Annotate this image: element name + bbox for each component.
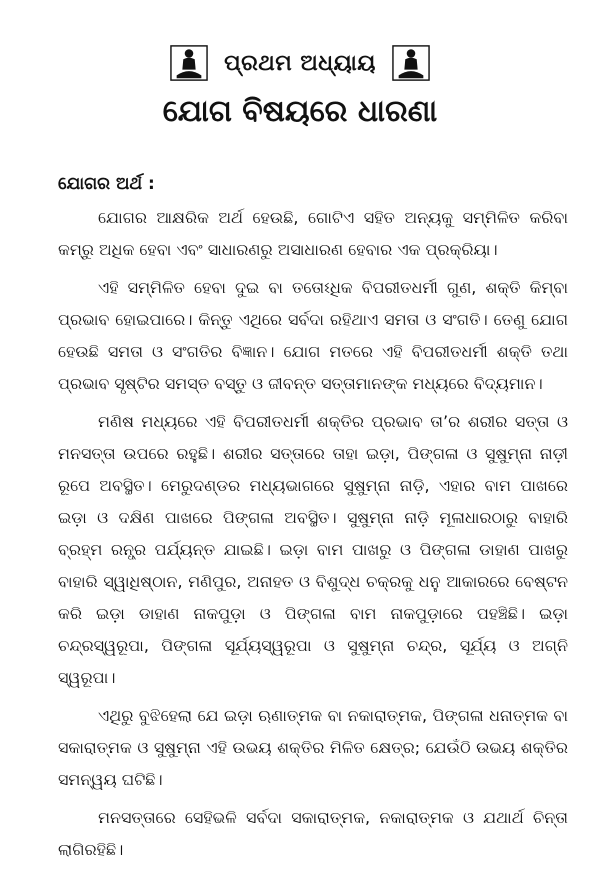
page-title: ଯୋଗ ବିଷୟରେ ଧାରଣା [162, 94, 438, 129]
paragraph: ଏହି ସମ୍ମିଳିତ ହେବା ଦୁଇ ବା ତତୋଽଧିକ ବିପରୀତଧର୍ମୀ ଗୁଣ, ଶକ୍ତି କିମ୍ବା ପ୍ରଭାବ ହୋଇପାରେ। କିନ୍ତୁ ଏଥିରେ ସର୍ବଦା ରହିଥାଏ ସମତା ଓ ସଂଗତି। ତେଣୁ ଯୋଗ ହେଉଛି ସମତା ଓ ସଂଗତିର ବିଜ୍ଞାନ। ଯୋଗ ମତରେ ଏହି ବିପରୀତଧର୍ମୀ ଶକ୍ତି ତଥା ପ୍ରଭାବ ସୃଷ୍ଟିର ସମସ୍ତ ବସ୍ତୁ ଓ ଜୀବନ୍ତ ସତ୍ତାମାନଙ୍କ ମଧ୍ୟରେ ବିଦ୍ୟମାନ। [58, 278, 568, 393]
body-content [58, 168, 568, 872]
meditating-yogi-icon [170, 44, 208, 82]
paragraph: ଯୋଗର ଆକ୍ଷରିକ ଅର୍ଥ ହେଉଛି, ଗୋଟିଏ ସହିତ ଅନ୍ୟକୁ ସମ୍ମିଳିତ କରିବା କମ୍‌ରୁ ଅଧିକ ହେବା ଏବଂ ସାଧାରଣରୁ ଅସାଧାରଣ ହେବାର ଏକ ପ୍ରକ୍ରିୟା। [58, 208, 568, 259]
paragraph: ମନସତ୍ତାରେ ସେହିଭଳି ସର୍ବଦା ସକାରାତ୍ମକ, ନକାରାତ୍ମକ ଓ ଯଥାର୍ଥ ଚିନ୍ତା ଲାଗିରହିଛି। [58, 808, 568, 859]
section-heading: ଯୋଗର ଅର୍ଥ : [58, 174, 155, 194]
meditating-yogi-icon [392, 44, 430, 82]
chapter-header [0, 44, 600, 82]
paragraph: ମଣିଷ ମଧ୍ୟରେ ଏହି ବିପରୀତଧର୍ମୀ ଶକ୍ତିର ପ୍ରଭାବ ତା’ର ଶରୀର ସତ୍ତା ଓ ମନସତ୍ତା ଉପରେ ରହୁଛି। ଶରୀର ସତ୍ତାରେ ତାହା ଇଡ଼ା, ପିଙ୍ଗଳା ଓ ସୁଷୁମ୍ନା ନାଡ଼ୀ ରୂପେ ଅବସ୍ଥିତ। ମେରୁଦଣ୍ଡର ମଧ୍ୟଭାଗରେ ସୁଷୁମ୍ନା ନାଡ଼ି, ଏହାର ବାମ ପାଖରେ ଇଡ଼ା ଓ ଦକ୍ଷିଣ ପାଖରେ ପିଙ୍ଗଳା ଅବସ୍ଥିତ। ସୁଷୁମ୍ନା ନାଡ଼ି ମୂଳାଧାରଠାରୁ ବାହାରି ବ୍ରହ୍ମ ରନ୍ଧ୍ର ପର୍ଯ୍ୟନ୍ତ ଯାଇଛି। ଇଡ଼ା ବାମ ପାଖରୁ ଓ ପିଙ୍ଗଳା ଡାହାଣ ପାଖରୁ ବାହାରି ସ୍ୱାଧିଷ୍ଠାନ, ମଣିପୁର, ଅନାହତ ଓ ବିଶୁଦ୍ଧ ଚକ୍ରକୁ ଧନୁ ଆକାରରେ ବେଷ୍ଟନ କରି ଇଡ଼ା ଡାହାଣ ନାକପୁଡ଼ା ଓ ପିଙ୍ଗଳା ବାମ ନାକପୁଡ଼ାରେ ପହଞ୍ଚିଛି। ଇଡ଼ା ଚନ୍ଦ୍ରସ୍ୱରୂପା, ପିଙ୍ଗଳା ସୂର୍ଯ୍ୟସ୍ୱରୂପା ଓ ସୁଷୁମ୍ନା ଚନ୍ଦ୍ର, ସୂର୍ଯ୍ୟ ଓ ଅଗ୍ନି ସ୍ୱରୂପା। [58, 412, 568, 687]
paragraph: ଏଥିରୁ ବୁଝିହେଲା ଯେ ଇଡ଼ା ଋଣାତ୍ମକ ବା ନକାରାତ୍ମକ, ପିଙ୍ଗଳା ଧନାତ୍ମକ ବା ସକାରାତ୍ମକ ଓ ସୁଷୁମ୍ନା ଏହି ଉଭୟ ଶକ୍ତିର ମିଳିତ କ୍ଷେତ୍ର; ଯେଉଁଠି ଉଭୟ ଶକ୍ତିର ସମନ୍ୱୟ ଘଟିଛି। [58, 706, 568, 789]
chapter-label: ପ୍ରଥମ ଅଧ୍ୟାୟ [224, 50, 376, 76]
